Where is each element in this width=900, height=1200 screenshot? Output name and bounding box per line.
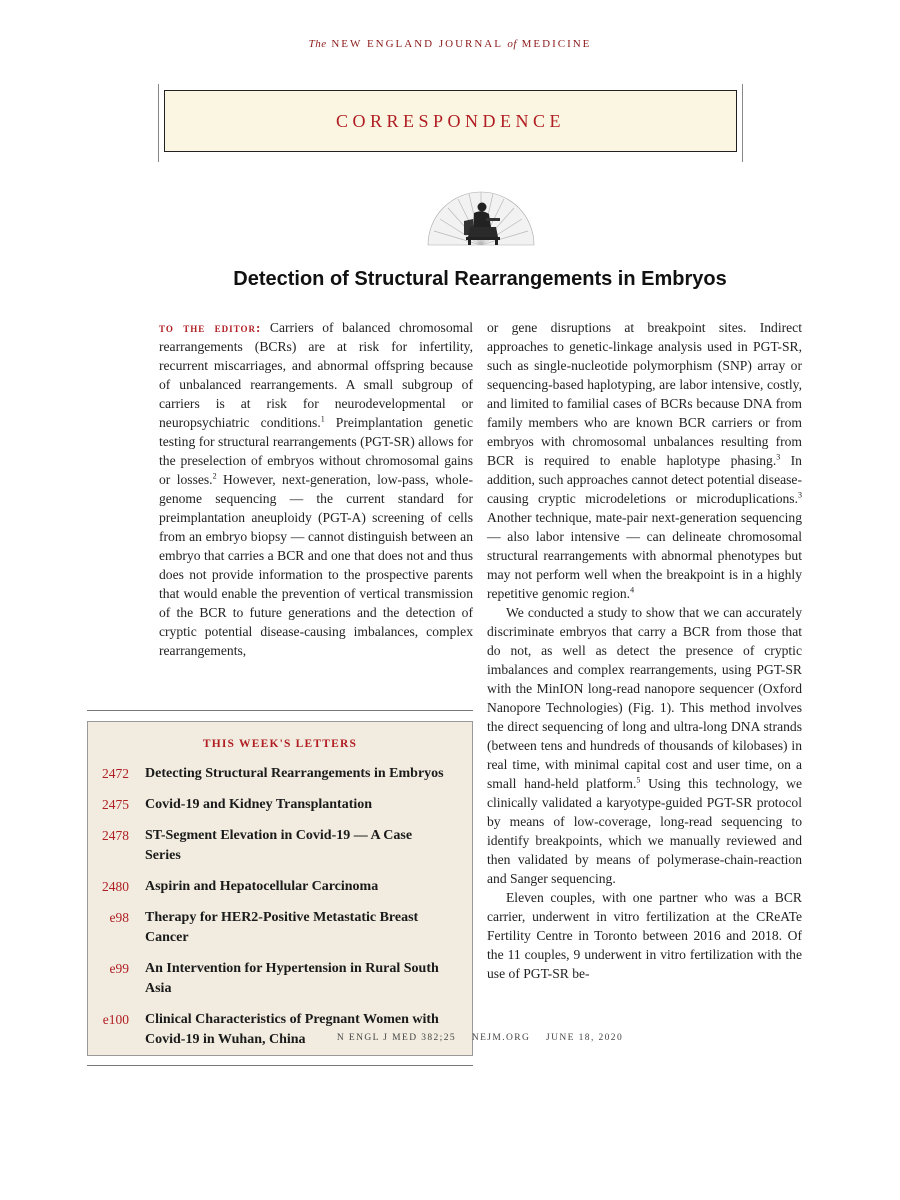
- seated-physician-engraving-icon: [426, 185, 536, 247]
- letter-item[interactable]: [88, 959, 472, 999]
- reference-marker: 4: [630, 585, 635, 595]
- reference-marker: 5: [636, 775, 641, 785]
- letter-page-number: 2475: [102, 797, 129, 812]
- letter-title[interactable]: An Intervention for Hypertension in Rural South Asia: [145, 961, 439, 996]
- lead-in: to the editor:: [159, 320, 262, 335]
- reference-marker: 2: [212, 471, 217, 481]
- letter-title[interactable]: Therapy for HER2-Positive Metastatic Breast Cancer: [145, 910, 419, 945]
- letter-page-number: e98: [109, 910, 129, 925]
- letter-title[interactable]: ST-Segment Elevation in Covid-19 — A Case Series: [145, 828, 413, 863]
- letter-title[interactable]: Clinical Characteristics of Pregnant Women with Covid-19 in Wuhan, China: [145, 1012, 439, 1047]
- letters-heading: THIS WEEK'S LETTERS: [202, 738, 358, 750]
- letters-panel: [87, 721, 473, 1056]
- body-text: Preimplantation genetic testing for structural rearrangements (PGT-SR) allows for the preselection of embryos without chromosomal gains or losses.: [159, 415, 473, 487]
- reference-marker: 3: [798, 490, 802, 500]
- letter-page-number: e100: [102, 1012, 129, 1027]
- journal-header-the: The: [308, 38, 327, 50]
- footer-date: JUNE 18, 2020: [546, 1033, 624, 1043]
- journal-header-name-b: MEDICINE: [521, 38, 592, 50]
- letter-item[interactable]: [88, 877, 472, 897]
- article-title: Detection of Structural Rearrangements in Embryos: [233, 268, 727, 290]
- body-text: We conducted a study to show that we can accurately discriminate embryos that carry a BCR from those that do not, as well as detect the presence of cryptic imbalances and complex rearrangements, using PGT-SR with the MinION long-read nanopore sequencer (Oxford Nanopore Technologies) (Fig. 1). This method involves the direct sequencing of long and ultra-long DNA strands (between tens and hundreds of thousands of kilobases) in real time, with minimal capital cost and user time, on a small hand-held platform.: [487, 605, 802, 791]
- article-column-left: [159, 318, 473, 660]
- article-paragraph: [159, 318, 473, 660]
- letter-page-number: 2480: [102, 879, 129, 894]
- letter-title[interactable]: Detecting Structural Rearrangements in Embryos: [145, 766, 444, 781]
- reference-marker: 3: [776, 452, 781, 462]
- article-paragraph: [487, 318, 802, 603]
- body-text: However, next-generation, low-pass, whole-genome sequencing — the current standard for preimplantation aneuploidy (PGT-A) screening of cells from an embryo biopsy — cannot distinguish between an embryo that carries a BCR and one that does not and thus does not provide information to the prospective parents that would enable the prevention of vertical transmission of the BCR to future generations and the detection of cryptic potential disease-causing imbalances, complex rearrangements,: [159, 472, 473, 658]
- footer-citation: N ENGL J MED 382;25: [336, 1033, 457, 1043]
- footer-site: NEJM.ORG: [471, 1033, 531, 1043]
- journal-header-of: of: [507, 38, 517, 50]
- page-footer: [0, 1033, 900, 1043]
- letter-item[interactable]: [88, 795, 472, 815]
- journal-header-name-a: NEW ENGLAND JOURNAL: [331, 38, 503, 50]
- body-text: In addition, such approaches cannot detect potential disease-causing cryptic microdeletions or microduplications.: [487, 453, 802, 506]
- letter-page-number: e99: [109, 961, 129, 976]
- article-column-right: [487, 318, 802, 983]
- body-text: Using this technology, we clinically validated a karyotype-guided PGT-SR protocol by means of low-coverage, long-read sequencing to identify breakpoints, which we manually reviewed and then validated by means of polymerase-chain-reaction and Sanger sequencing.: [487, 776, 803, 886]
- article-paragraph: Eleven couples, with one partner who was a BCR carrier, underwent in vitro fertilization at the CReATe Fertility Centre in Toronto between 2016 and 2018. Of the 11 couples, 9 underwent in vitro fertilization with the use of PGT-SR be-: [487, 890, 802, 981]
- section-label: CORRESPONDENCE: [335, 111, 566, 131]
- reference-marker: 1: [320, 414, 325, 424]
- body-text: Another technique, mate-pair next-generation sequencing — also labor intensive — can delineate chromosomal structural rearrangements with abnormal phenotypes but may not perform well when the breakpoint is in a highly repetitive genomic region.: [487, 510, 802, 601]
- section-banner: [164, 90, 737, 152]
- letter-page-number: 2472: [102, 766, 129, 781]
- letter-item[interactable]: [88, 1010, 472, 1050]
- journal-header: [0, 38, 900, 50]
- body-text: or gene disruptions at breakpoint sites. Indirect approaches to genetic-linkage analysis used in PGT-SR, such as single-nucleotide polymorphism (SNP) array or sequencing-based haplotyping, are labor intensive, costly, and limited to familial cases of BCRs because DNA from family members who are known BCR carriers or from embryos with chromosomal unbalances resulting from BCR is required to enable haplotype phasing.: [487, 320, 802, 468]
- this-weeks-letters-box: [87, 710, 473, 1066]
- letter-title[interactable]: Aspirin and Hepatocellular Carcinoma: [145, 879, 379, 894]
- body-text: Carriers of balanced chromosomal rearrangements (BCRs) are at risk for infertility, recurrent miscarriages, and abnormal offspring because of unbalanced rearrangements. A small subgroup of carriers is at risk for neurodevelopmental or neuropsychiatric conditions.: [159, 320, 474, 430]
- letter-item[interactable]: [88, 908, 472, 948]
- article-paragraph: [487, 603, 802, 888]
- letter-item[interactable]: [88, 826, 472, 866]
- letters-list: [88, 764, 472, 1061]
- letter-title[interactable]: Covid-19 and Kidney Transplantation: [145, 797, 373, 812]
- letter-item[interactable]: [88, 764, 472, 784]
- letter-page-number: 2478: [102, 828, 129, 843]
